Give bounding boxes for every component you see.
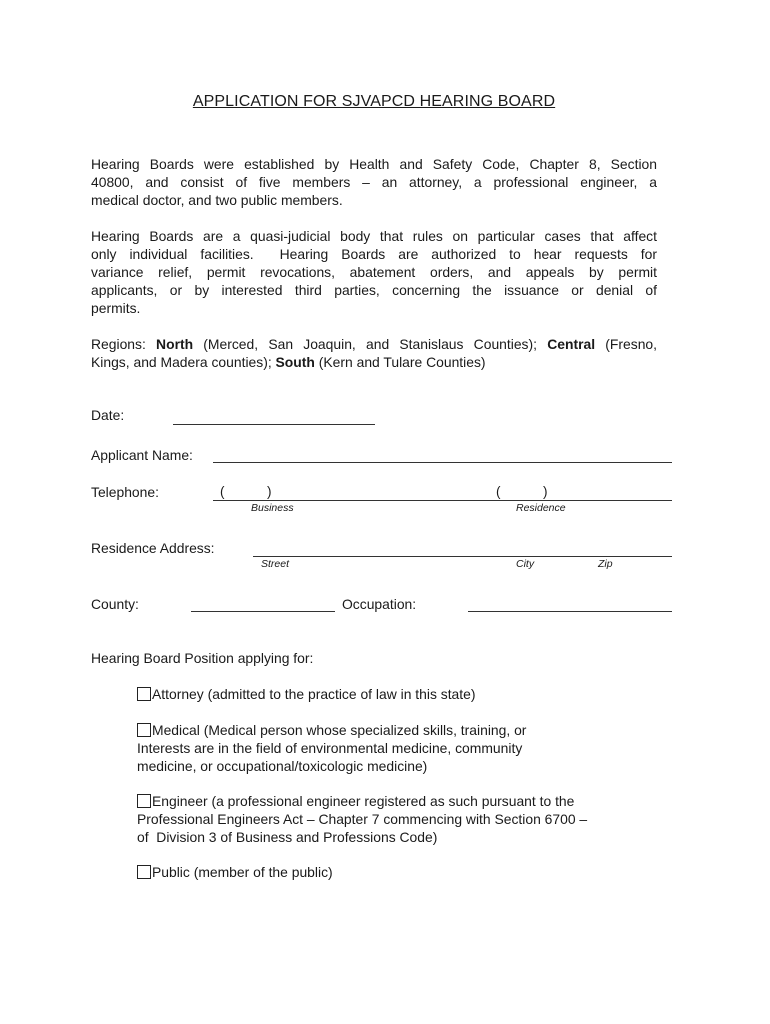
applicant-name-label: Applicant Name: (91, 447, 193, 463)
business-area-open-paren: ( (220, 484, 225, 499)
residence-caption: Residence (516, 502, 566, 514)
date-field[interactable] (173, 424, 375, 425)
applicant-name-field[interactable] (213, 462, 672, 463)
intro-p2-line: only individual facilities. Hearing Boards are authorized to hear requests for (91, 246, 657, 262)
date-label: Date: (91, 407, 125, 423)
residence-address-field[interactable] (253, 556, 672, 557)
intro-p2-line: variance relief, permit revocations, abatement orders, and appeals by permit (91, 264, 657, 280)
position-heading: Hearing Board Position applying for: (91, 650, 314, 666)
public-option-text: Public (member of the public) (152, 864, 333, 880)
region-south-label: South (275, 354, 315, 370)
intro-paragraph-1 (91, 155, 657, 209)
county-field[interactable] (191, 611, 335, 612)
intro-p1-line: 40800, and consist of five members – an attorney, a professional engineer, a (91, 174, 657, 190)
option-attorney (137, 685, 476, 703)
region-central-label: Central (547, 336, 596, 352)
engineer-checkbox[interactable] (137, 794, 151, 808)
intro-paragraph-2 (91, 227, 657, 317)
city-caption: City (516, 558, 535, 570)
regions-paragraph (91, 335, 657, 371)
intro-p1-line: Hearing Boards were established by Health and Safety Code, Chapter 8, Section (91, 156, 657, 172)
intro-p1-line: medical doctor, and two public members. (91, 192, 343, 208)
residence-area-close-paren: ) (543, 484, 548, 499)
engineer-option-text: of Division 3 of Business and Professions Code) (137, 829, 438, 845)
street-caption: Street (261, 558, 290, 570)
occupation-field[interactable] (468, 611, 672, 612)
region-north-label: North (156, 336, 194, 352)
zip-caption: Zip (598, 558, 613, 570)
regions-line-1 (91, 335, 657, 353)
option-medical (137, 721, 526, 775)
occupation-label: Occupation: (342, 596, 417, 612)
telephone-field[interactable] (213, 500, 672, 501)
option-public (137, 863, 333, 881)
option-engineer (137, 792, 587, 846)
regions-line-2 (91, 353, 657, 371)
business-caption: Business (251, 502, 294, 514)
region-north-text: (Merced, San Joaquin, and Stanislaus Counties); (193, 336, 548, 352)
page-title: APPLICATION FOR SJVAPCD HEARING BOARD (192, 93, 556, 110)
medical-option-text: Interests are in the field of environmental medicine, community (137, 740, 523, 756)
regions-prefix: Regions: (91, 336, 157, 352)
attorney-option-text: Attorney (admitted to the practice of law in this state) (152, 686, 476, 702)
residence-address-label: Residence Address: (91, 540, 215, 556)
intro-p2-line: permits. (91, 300, 141, 316)
region-central-text: (Fresno, (595, 336, 658, 352)
public-checkbox[interactable] (137, 865, 151, 879)
intro-p2-line: Hearing Boards are a quasi-judicial body that rules on particular cases that affect (91, 228, 657, 244)
region-central-counties: Kings, and Madera counties); (91, 354, 276, 370)
attorney-checkbox[interactable] (137, 687, 151, 701)
engineer-option-text: Engineer (a professional engineer registered as such pursuant to the (152, 793, 575, 809)
region-south-text: (Kern and Tulare Counties) (314, 354, 486, 370)
medical-option-text: medicine, or occupational/toxicologic medicine) (137, 758, 428, 774)
medical-checkbox[interactable] (137, 723, 151, 737)
engineer-option-text: Professional Engineers Act – Chapter 7 commencing with Section 6700 – (137, 811, 588, 827)
medical-option-text: Medical (Medical person whose specialized skills, training, or (152, 722, 527, 738)
telephone-label: Telephone: (91, 484, 159, 500)
business-area-close-paren: ) (267, 484, 272, 499)
intro-p2-line: applicants, or by interested third parties, concerning the issuance or denial of (91, 282, 657, 298)
county-label: County: (91, 596, 139, 612)
residence-area-open-paren: ( (496, 484, 501, 499)
